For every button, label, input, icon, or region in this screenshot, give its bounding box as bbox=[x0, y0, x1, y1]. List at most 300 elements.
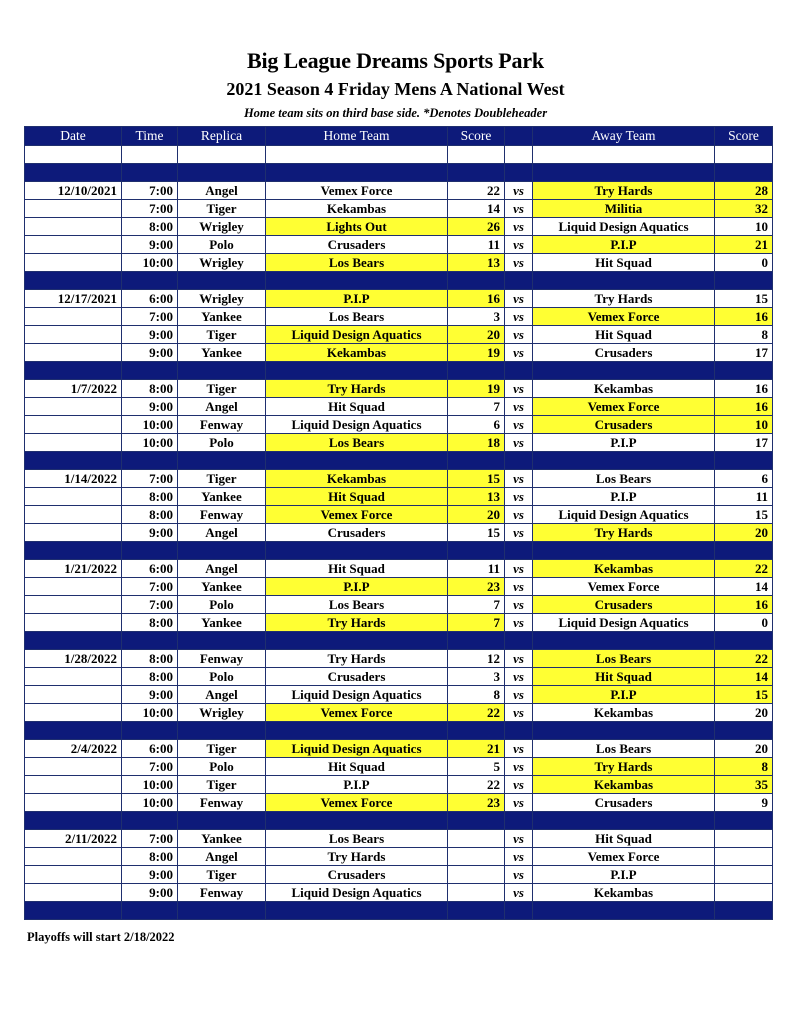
home-team: Hit Squad bbox=[266, 560, 448, 578]
game-date bbox=[25, 794, 122, 812]
away-score bbox=[715, 848, 773, 866]
col-home-team-header: Home Team bbox=[266, 127, 448, 146]
home-team: Kekambas bbox=[266, 470, 448, 488]
field-replica: Wrigley bbox=[178, 290, 266, 308]
away-score: 14 bbox=[715, 578, 773, 596]
col-home-score-header: Score bbox=[448, 127, 505, 146]
away-score: 0 bbox=[715, 254, 773, 272]
field-replica: Polo bbox=[178, 236, 266, 254]
vs-label: vs bbox=[505, 524, 533, 542]
field-replica: Fenway bbox=[178, 650, 266, 668]
home-score: 3 bbox=[448, 668, 505, 686]
game-time: 8:00 bbox=[122, 218, 178, 236]
vs-label: vs bbox=[505, 290, 533, 308]
game-date bbox=[25, 848, 122, 866]
separator-cell bbox=[505, 542, 533, 560]
home-team: Crusaders bbox=[266, 668, 448, 686]
game-time: 7:00 bbox=[122, 830, 178, 848]
field-replica: Angel bbox=[178, 398, 266, 416]
home-score: 7 bbox=[448, 398, 505, 416]
home-team: Kekambas bbox=[266, 200, 448, 218]
game-time: 9:00 bbox=[122, 236, 178, 254]
game-row bbox=[25, 308, 773, 326]
vs-label: vs bbox=[505, 488, 533, 506]
separator-cell bbox=[505, 362, 533, 380]
vs-label: vs bbox=[505, 398, 533, 416]
away-score: 8 bbox=[715, 326, 773, 344]
game-time: 6:00 bbox=[122, 290, 178, 308]
home-score: 23 bbox=[448, 794, 505, 812]
game-row bbox=[25, 740, 773, 758]
game-time: 6:00 bbox=[122, 740, 178, 758]
game-time: 8:00 bbox=[122, 848, 178, 866]
away-team: Los Bears bbox=[533, 740, 715, 758]
away-score bbox=[715, 830, 773, 848]
col-replica-header: Replica bbox=[178, 127, 266, 146]
home-team: Try Hards bbox=[266, 650, 448, 668]
separator-cell bbox=[266, 272, 448, 290]
game-date bbox=[25, 200, 122, 218]
game-row bbox=[25, 326, 773, 344]
home-team: Crusaders bbox=[266, 524, 448, 542]
away-team: Try Hards bbox=[533, 758, 715, 776]
separator-cell bbox=[25, 164, 122, 182]
game-row bbox=[25, 488, 773, 506]
home-team: P.I.P bbox=[266, 290, 448, 308]
away-score: 22 bbox=[715, 560, 773, 578]
game-date bbox=[25, 326, 122, 344]
game-date bbox=[25, 596, 122, 614]
away-score: 10 bbox=[715, 218, 773, 236]
home-score: 13 bbox=[448, 488, 505, 506]
field-replica: Angel bbox=[178, 686, 266, 704]
home-score: 11 bbox=[448, 560, 505, 578]
away-score: 10 bbox=[715, 416, 773, 434]
separator-cell bbox=[448, 272, 505, 290]
game-row bbox=[25, 794, 773, 812]
separator-cell bbox=[533, 722, 715, 740]
vs-label: vs bbox=[505, 776, 533, 794]
separator-cell bbox=[505, 164, 533, 182]
separator-cell bbox=[505, 272, 533, 290]
away-team: Hit Squad bbox=[533, 830, 715, 848]
away-team: Try Hards bbox=[533, 182, 715, 200]
separator-cell bbox=[715, 902, 773, 920]
separator-cell bbox=[25, 452, 122, 470]
field-replica: Fenway bbox=[178, 416, 266, 434]
home-team: Liquid Design Aquatics bbox=[266, 740, 448, 758]
game-time: 9:00 bbox=[122, 326, 178, 344]
home-team: Los Bears bbox=[266, 254, 448, 272]
separator-cell bbox=[533, 632, 715, 650]
separator-cell bbox=[178, 722, 266, 740]
home-score: 5 bbox=[448, 758, 505, 776]
vs-label: vs bbox=[505, 848, 533, 866]
away-score: 16 bbox=[715, 308, 773, 326]
game-time: 9:00 bbox=[122, 866, 178, 884]
game-row bbox=[25, 596, 773, 614]
away-team: Try Hards bbox=[533, 524, 715, 542]
vs-label: vs bbox=[505, 200, 533, 218]
game-row bbox=[25, 884, 773, 902]
game-time: 8:00 bbox=[122, 380, 178, 398]
game-date bbox=[25, 488, 122, 506]
away-team: P.I.P bbox=[533, 236, 715, 254]
home-score: 20 bbox=[448, 326, 505, 344]
game-row bbox=[25, 524, 773, 542]
vs-label: vs bbox=[505, 866, 533, 884]
home-score: 22 bbox=[448, 182, 505, 200]
game-row bbox=[25, 398, 773, 416]
field-replica: Yankee bbox=[178, 488, 266, 506]
separator-cell bbox=[266, 632, 448, 650]
separator-cell bbox=[505, 812, 533, 830]
separator-cell bbox=[25, 812, 122, 830]
vs-label: vs bbox=[505, 596, 533, 614]
game-date bbox=[25, 218, 122, 236]
home-score: 6 bbox=[448, 416, 505, 434]
home-score: 19 bbox=[448, 344, 505, 362]
vs-label: vs bbox=[505, 416, 533, 434]
schedule-body bbox=[25, 146, 773, 920]
field-replica: Wrigley bbox=[178, 704, 266, 722]
home-team: P.I.P bbox=[266, 578, 448, 596]
schedule-note: Home team sits on third base side. *Denotes Doubleheader bbox=[243, 106, 548, 120]
game-date bbox=[25, 686, 122, 704]
page-title: Big League Dreams Sports Park bbox=[247, 48, 544, 73]
vs-label: vs bbox=[505, 254, 533, 272]
vs-label: vs bbox=[505, 614, 533, 632]
vs-label: vs bbox=[505, 578, 533, 596]
week-separator bbox=[25, 164, 773, 182]
home-score: 16 bbox=[448, 290, 505, 308]
game-time: 10:00 bbox=[122, 704, 178, 722]
away-team: Vemex Force bbox=[533, 848, 715, 866]
game-date bbox=[25, 308, 122, 326]
game-row bbox=[25, 416, 773, 434]
home-team: Hit Squad bbox=[266, 398, 448, 416]
separator-cell bbox=[122, 272, 178, 290]
separator-cell bbox=[533, 164, 715, 182]
field-replica: Angel bbox=[178, 524, 266, 542]
home-team: Vemex Force bbox=[266, 506, 448, 524]
game-date bbox=[25, 434, 122, 452]
home-team: Los Bears bbox=[266, 434, 448, 452]
game-row bbox=[25, 578, 773, 596]
game-time: 10:00 bbox=[122, 416, 178, 434]
separator-cell bbox=[25, 542, 122, 560]
away-team: Kekambas bbox=[533, 884, 715, 902]
game-date: 2/11/2022 bbox=[25, 830, 122, 848]
game-time: 10:00 bbox=[122, 254, 178, 272]
away-team: Hit Squad bbox=[533, 668, 715, 686]
week-separator bbox=[25, 812, 773, 830]
game-row bbox=[25, 758, 773, 776]
away-team: Crusaders bbox=[533, 344, 715, 362]
separator-cell bbox=[266, 902, 448, 920]
away-score: 20 bbox=[715, 524, 773, 542]
game-date: 1/28/2022 bbox=[25, 650, 122, 668]
separator-cell bbox=[505, 722, 533, 740]
vs-label: vs bbox=[505, 308, 533, 326]
vs-label: vs bbox=[505, 326, 533, 344]
field-replica: Fenway bbox=[178, 794, 266, 812]
field-replica: Fenway bbox=[178, 506, 266, 524]
away-team: Los Bears bbox=[533, 470, 715, 488]
col-date-header: Date bbox=[25, 127, 122, 146]
game-time: 9:00 bbox=[122, 686, 178, 704]
separator-cell bbox=[448, 632, 505, 650]
game-date bbox=[25, 614, 122, 632]
empty-cell bbox=[178, 146, 266, 164]
home-team: Liquid Design Aquatics bbox=[266, 326, 448, 344]
home-team: Hit Squad bbox=[266, 488, 448, 506]
separator-cell bbox=[122, 164, 178, 182]
game-time: 8:00 bbox=[122, 650, 178, 668]
home-score: 22 bbox=[448, 704, 505, 722]
field-replica: Tiger bbox=[178, 380, 266, 398]
separator-cell bbox=[533, 542, 715, 560]
game-time: 7:00 bbox=[122, 308, 178, 326]
vs-label: vs bbox=[505, 218, 533, 236]
home-score: 13 bbox=[448, 254, 505, 272]
separator-cell bbox=[533, 452, 715, 470]
separator-cell bbox=[448, 164, 505, 182]
home-team: Vemex Force bbox=[266, 182, 448, 200]
separator-cell bbox=[178, 272, 266, 290]
game-row bbox=[25, 380, 773, 398]
week-separator bbox=[25, 632, 773, 650]
game-date bbox=[25, 866, 122, 884]
separator-cell bbox=[505, 452, 533, 470]
separator-cell bbox=[25, 722, 122, 740]
game-time: 9:00 bbox=[122, 398, 178, 416]
separator-cell bbox=[122, 812, 178, 830]
vs-label: vs bbox=[505, 506, 533, 524]
away-team: Liquid Design Aquatics bbox=[533, 506, 715, 524]
game-row bbox=[25, 614, 773, 632]
week-separator bbox=[25, 272, 773, 290]
field-replica: Wrigley bbox=[178, 254, 266, 272]
away-team: P.I.P bbox=[533, 866, 715, 884]
away-team: Liquid Design Aquatics bbox=[533, 614, 715, 632]
game-time: 10:00 bbox=[122, 776, 178, 794]
separator-cell bbox=[25, 272, 122, 290]
week-separator bbox=[25, 362, 773, 380]
home-team: Try Hards bbox=[266, 848, 448, 866]
away-score: 15 bbox=[715, 686, 773, 704]
away-score: 15 bbox=[715, 290, 773, 308]
game-row bbox=[25, 704, 773, 722]
away-team: P.I.P bbox=[533, 488, 715, 506]
home-score: 15 bbox=[448, 470, 505, 488]
separator-cell bbox=[266, 722, 448, 740]
vs-label: vs bbox=[505, 686, 533, 704]
away-team: Liquid Design Aquatics bbox=[533, 218, 715, 236]
field-replica: Wrigley bbox=[178, 218, 266, 236]
game-time: 6:00 bbox=[122, 560, 178, 578]
separator-cell bbox=[448, 452, 505, 470]
separator-cell bbox=[266, 362, 448, 380]
separator-cell bbox=[266, 812, 448, 830]
separator-cell bbox=[178, 452, 266, 470]
home-score: 12 bbox=[448, 650, 505, 668]
away-team: Hit Squad bbox=[533, 326, 715, 344]
game-row bbox=[25, 866, 773, 884]
separator-cell bbox=[715, 452, 773, 470]
game-date: 1/14/2022 bbox=[25, 470, 122, 488]
separator-cell bbox=[715, 164, 773, 182]
field-replica: Yankee bbox=[178, 614, 266, 632]
home-score: 7 bbox=[448, 596, 505, 614]
separator-cell bbox=[25, 362, 122, 380]
game-time: 9:00 bbox=[122, 344, 178, 362]
away-score: 20 bbox=[715, 740, 773, 758]
empty-cell bbox=[533, 146, 715, 164]
field-replica: Tiger bbox=[178, 866, 266, 884]
home-score: 26 bbox=[448, 218, 505, 236]
field-replica: Tiger bbox=[178, 470, 266, 488]
game-date: 2/4/2022 bbox=[25, 740, 122, 758]
separator-cell bbox=[25, 902, 122, 920]
away-score: 0 bbox=[715, 614, 773, 632]
game-date bbox=[25, 776, 122, 794]
field-replica: Yankee bbox=[178, 308, 266, 326]
separator-cell bbox=[533, 902, 715, 920]
away-score: 15 bbox=[715, 506, 773, 524]
game-date bbox=[25, 254, 122, 272]
game-time: 8:00 bbox=[122, 614, 178, 632]
separator-cell bbox=[178, 164, 266, 182]
col-vs-header bbox=[505, 127, 533, 146]
field-replica: Fenway bbox=[178, 884, 266, 902]
home-team: Liquid Design Aquatics bbox=[266, 884, 448, 902]
separator-cell bbox=[122, 452, 178, 470]
home-team: Try Hards bbox=[266, 614, 448, 632]
home-score bbox=[448, 830, 505, 848]
separator-cell bbox=[178, 362, 266, 380]
game-time: 10:00 bbox=[122, 434, 178, 452]
away-team: P.I.P bbox=[533, 686, 715, 704]
game-row bbox=[25, 236, 773, 254]
away-score bbox=[715, 866, 773, 884]
away-score: 9 bbox=[715, 794, 773, 812]
field-replica: Angel bbox=[178, 848, 266, 866]
vs-label: vs bbox=[505, 236, 533, 254]
home-score: 23 bbox=[448, 578, 505, 596]
away-team: Try Hards bbox=[533, 290, 715, 308]
away-score: 17 bbox=[715, 344, 773, 362]
away-score: 22 bbox=[715, 650, 773, 668]
game-time: 7:00 bbox=[122, 578, 178, 596]
game-time: 8:00 bbox=[122, 668, 178, 686]
game-row bbox=[25, 848, 773, 866]
separator-cell bbox=[533, 362, 715, 380]
home-score bbox=[448, 848, 505, 866]
home-score: 15 bbox=[448, 524, 505, 542]
separator-cell bbox=[448, 812, 505, 830]
vs-label: vs bbox=[505, 434, 533, 452]
field-replica: Polo bbox=[178, 434, 266, 452]
game-date bbox=[25, 506, 122, 524]
game-row bbox=[25, 344, 773, 362]
game-time: 10:00 bbox=[122, 794, 178, 812]
game-date bbox=[25, 398, 122, 416]
game-date: 1/21/2022 bbox=[25, 560, 122, 578]
game-time: 8:00 bbox=[122, 506, 178, 524]
home-score: 8 bbox=[448, 686, 505, 704]
home-team: Vemex Force bbox=[266, 794, 448, 812]
game-row bbox=[25, 668, 773, 686]
game-row bbox=[25, 290, 773, 308]
separator-cell bbox=[266, 452, 448, 470]
col-away-team-header: Away Team bbox=[533, 127, 715, 146]
home-team: Try Hards bbox=[266, 380, 448, 398]
home-team: Crusaders bbox=[266, 236, 448, 254]
away-team: Hit Squad bbox=[533, 254, 715, 272]
game-date bbox=[25, 668, 122, 686]
separator-cell bbox=[178, 812, 266, 830]
week-separator bbox=[25, 902, 773, 920]
vs-label: vs bbox=[505, 380, 533, 398]
field-replica: Polo bbox=[178, 596, 266, 614]
separator-cell bbox=[178, 632, 266, 650]
vs-label: vs bbox=[505, 182, 533, 200]
away-score: 16 bbox=[715, 596, 773, 614]
home-team: Kekambas bbox=[266, 344, 448, 362]
away-team: Crusaders bbox=[533, 416, 715, 434]
game-date bbox=[25, 524, 122, 542]
game-row bbox=[25, 650, 773, 668]
empty-cell bbox=[448, 146, 505, 164]
game-date bbox=[25, 758, 122, 776]
separator-cell bbox=[448, 902, 505, 920]
col-time-header: Time bbox=[122, 127, 178, 146]
home-score: 22 bbox=[448, 776, 505, 794]
away-score: 35 bbox=[715, 776, 773, 794]
away-score: 16 bbox=[715, 398, 773, 416]
home-team: Los Bears bbox=[266, 596, 448, 614]
game-row bbox=[25, 776, 773, 794]
away-team: Kekambas bbox=[533, 776, 715, 794]
game-row bbox=[25, 182, 773, 200]
game-row bbox=[25, 830, 773, 848]
game-time: 7:00 bbox=[122, 200, 178, 218]
vs-label: vs bbox=[505, 794, 533, 812]
empty-cell bbox=[505, 146, 533, 164]
vs-label: vs bbox=[505, 830, 533, 848]
game-row bbox=[25, 254, 773, 272]
empty-cell bbox=[25, 146, 122, 164]
field-replica: Angel bbox=[178, 182, 266, 200]
separator-cell bbox=[122, 632, 178, 650]
game-date: 12/17/2021 bbox=[25, 290, 122, 308]
field-replica: Yankee bbox=[178, 578, 266, 596]
home-score: 21 bbox=[448, 740, 505, 758]
away-score: 14 bbox=[715, 668, 773, 686]
away-score: 28 bbox=[715, 182, 773, 200]
separator-cell bbox=[715, 542, 773, 560]
game-row bbox=[25, 200, 773, 218]
game-time: 8:00 bbox=[122, 488, 178, 506]
vs-label: vs bbox=[505, 650, 533, 668]
home-score: 7 bbox=[448, 614, 505, 632]
away-score: 11 bbox=[715, 488, 773, 506]
separator-cell bbox=[122, 902, 178, 920]
away-score: 16 bbox=[715, 380, 773, 398]
separator-cell bbox=[533, 272, 715, 290]
game-time: 7:00 bbox=[122, 596, 178, 614]
